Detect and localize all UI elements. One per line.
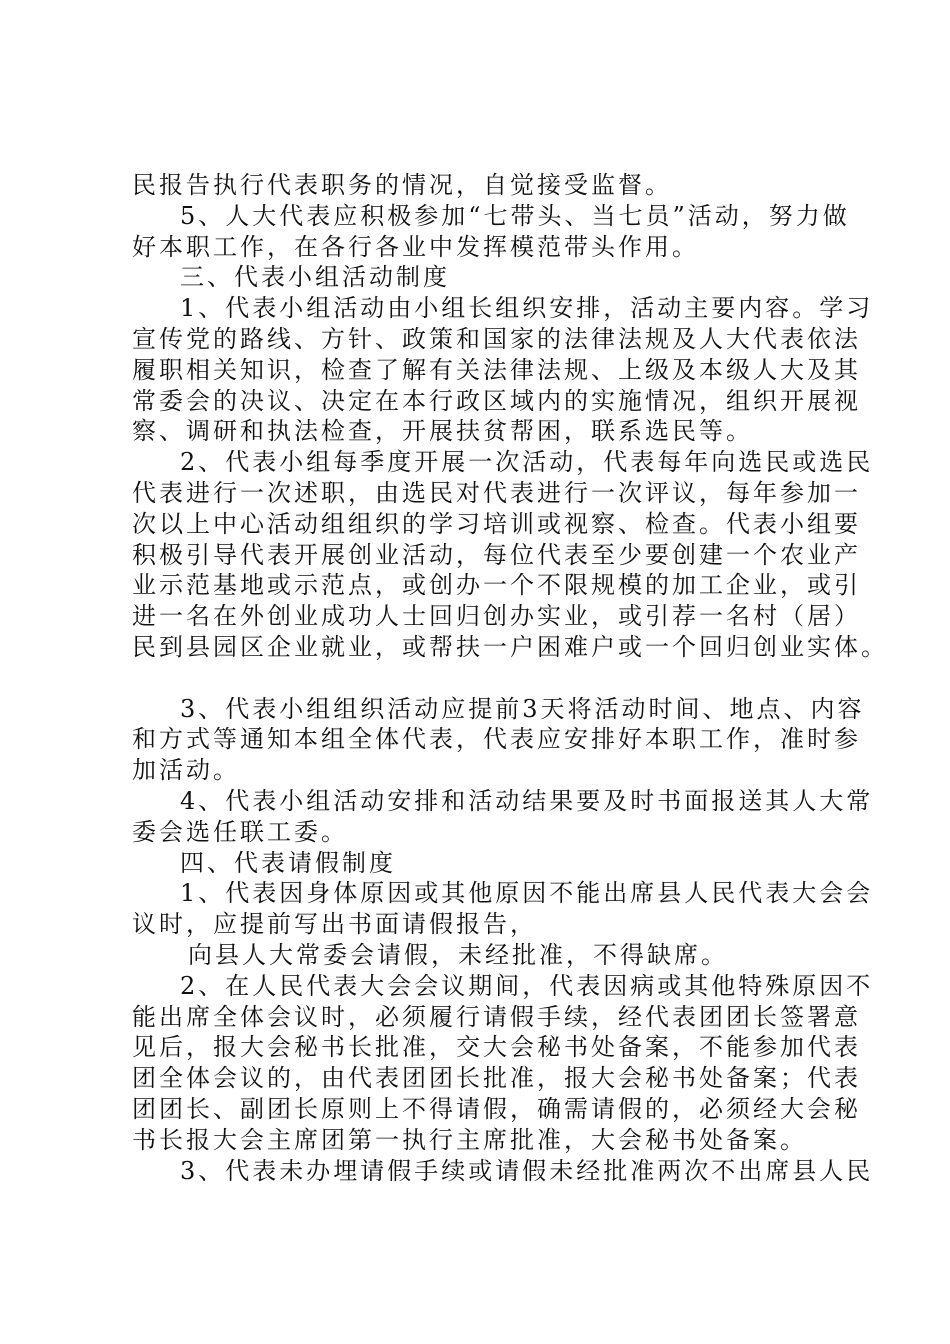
text-line: 团全体会议的，由代表团团长批准，报大会秘书处备案；代表 xyxy=(132,1064,861,1093)
text-line: 向县人大常委会请假，未经批准，不得缺席。 xyxy=(188,940,728,969)
text-line: 1、代表小组活动由小组长组织安排，活动主要内容。学习 xyxy=(180,294,874,323)
text-line: 履职相关知识，检查了解有关法律法规、上级及本级人大及其 xyxy=(132,355,861,384)
text-line: 5、人大代表应积极参加“七带头、当七员”活动，努力做 xyxy=(180,201,850,230)
text-line: 民报告执行代表职务的情况，自觉接受监督。 xyxy=(132,171,672,199)
text-line: 2、在人民代表大会会议期间，代表因病或其他特殊原因不 xyxy=(180,971,874,1000)
document-body xyxy=(132,170,888,1186)
text-line: 4、代表小组活动安排和活动结果要及时书面报送其人大常 xyxy=(180,786,874,815)
text-line: 代表进行一次述职，由选民对代表进行一次评议，每年参加一 xyxy=(132,478,861,507)
text-line: 议时，应提前写出书面请假报告， xyxy=(132,910,537,939)
text-line: 3、代表小组组织活动应提前3天将活动时间、地点、内容 xyxy=(180,694,865,723)
text-line: 进一名在外创业成功人士回归创办实业，或引荐一名村（居） xyxy=(132,602,861,631)
text-line: 常委会的决议、决定在本行政区域内的实施情况，组织开展视 xyxy=(132,386,861,415)
text-line: 2、代表小组每季度开展一次活动，代表每年向选民或选民 xyxy=(180,448,874,477)
section-heading: 三、代表小组活动制度 xyxy=(180,263,450,292)
text-line: 3、代表未办埋请假手续或请假未经批准两次不出席县人民 xyxy=(180,1156,874,1185)
text-line: 次以上中心活动组组织的学习培训或视察、检查。代表小组要 xyxy=(132,509,861,538)
blank-line xyxy=(132,663,848,694)
text-line: 能出席全体会议时，必须履行请假手续，经代表团团长签署意 xyxy=(132,1002,861,1031)
text-line: 委会选任联工委。 xyxy=(132,817,348,846)
text-line: 察、调研和执法检查，开展扶贫帮困，联系选民等。 xyxy=(132,417,753,446)
text-line: 民到县园区企业就业，或帮扶一户困难户或一个回归创业实体。 xyxy=(132,632,888,661)
text-line: 团团长、副团长原则上不得请假，确需请假的，必须经大会秘 xyxy=(132,1094,861,1123)
text-line: 业示范基地或示范点，或创办一个不限规模的加工企业，或引 xyxy=(132,571,861,600)
text-line: 好本职工作，在各行各业中发挥模范带头作用。 xyxy=(132,232,699,261)
text-line: 积极引导代表开展创业活动，每位代表至少要创建一个农业产 xyxy=(132,540,861,569)
section-heading: 四、代表请假制度 xyxy=(180,848,396,877)
text-line: 书长报大会主席团第一执行主席批准，大会秘书处备案。 xyxy=(132,1125,807,1154)
text-line: 1、代表因身体原因或其他原因不能出席县人民代表大会会 xyxy=(180,879,874,908)
text-line: 见后，报大会秘书长批准，交大会秘书处备案，不能参加代表 xyxy=(132,1033,861,1062)
text-line: 加活动。 xyxy=(132,756,240,785)
text-line: 宣传党的路线、方针、政策和国家的法律法规及人大代表依法 xyxy=(132,324,861,353)
text-line: 和方式等通知本组全体代表，代表应安排好本职工作，准时参 xyxy=(132,725,861,754)
